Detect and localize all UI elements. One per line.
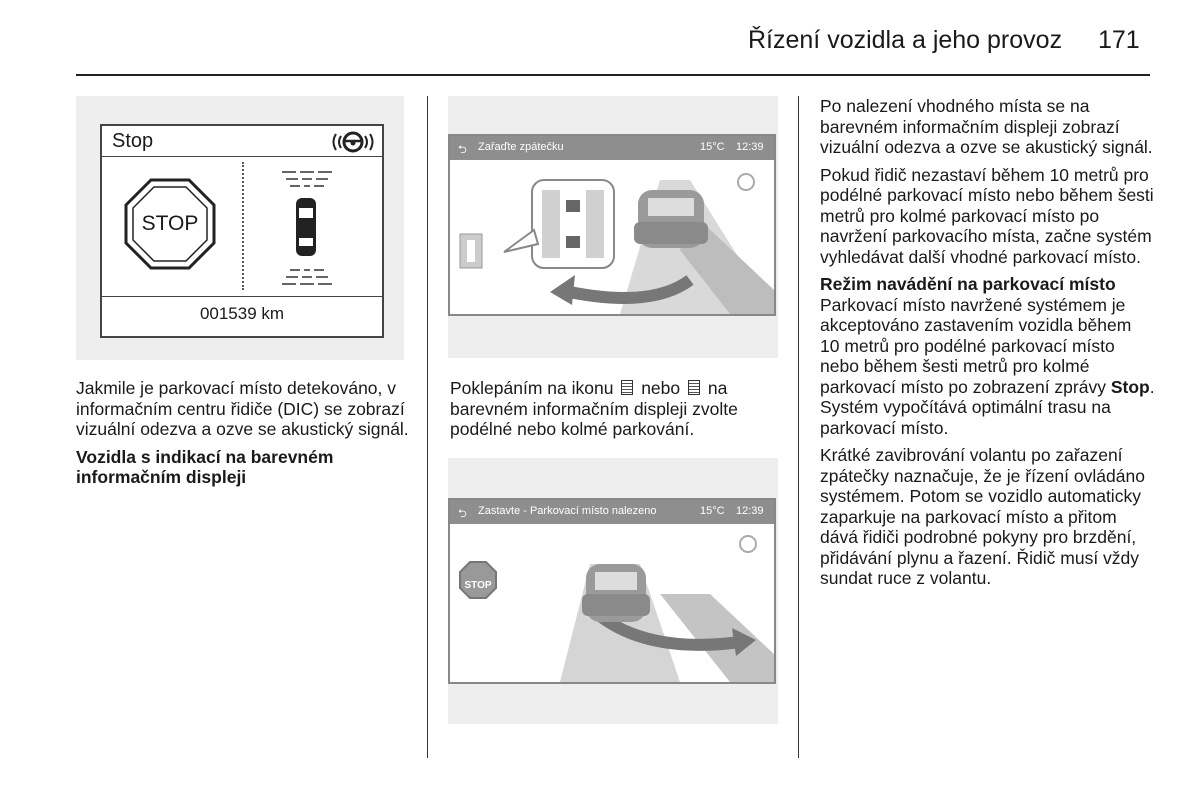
parallel-parking-icon[interactable] [621, 380, 633, 395]
temperature: 15°C [700, 505, 725, 517]
parking-scene-1 [450, 160, 774, 314]
infotainment-screen-2 [448, 498, 776, 684]
car-sensor-icon [274, 166, 338, 292]
dic-display [100, 124, 384, 338]
screen-status-bar [450, 500, 774, 524]
temperature: 15°C [700, 141, 725, 153]
column-1-text [76, 378, 416, 495]
screen-title: Zastavte - Parkovací místo nalezeno [478, 505, 657, 517]
dic-dotted-divider [242, 162, 244, 290]
paragraph: Pokud řidič nezastaví během 10 metrů pro podélné parkovací místo nebo během šesti metrů pro kolmé parkovací místo po navržení parkovacího místa, začne systém vyhledávat další vhodné parkovací místo. [820, 164, 1154, 267]
header-rule [76, 74, 1150, 76]
paragraph: Po nalezení vhodného místa se na barevném informačním displeji zobrazí vizuální odezva a ozve se akustický signál. [820, 96, 1153, 157]
steering-wheel-icon [738, 174, 754, 190]
paragraph [450, 378, 790, 440]
infotainment-screen-1 [448, 134, 776, 316]
clock: 12:39 [736, 505, 764, 517]
back-arrow-icon: ⮌ [458, 508, 467, 520]
column-divider-1 [427, 96, 428, 758]
column-2-text [450, 378, 790, 447]
paragraph: Jakmile je parkovací místo detekováno, v informačním centru řidiče (DIC) se zobrazí vizuální odezva a ozve se akustický signál. [76, 378, 409, 439]
column-3-text [820, 96, 1155, 596]
stop-sign-text: STOP [141, 212, 199, 235]
text-fragment: nebo [641, 378, 681, 398]
section-heading: Režim navádění na parkovací místo [820, 274, 1116, 294]
steering-wheel-icon [330, 130, 376, 154]
dic-stop-label: Stop [112, 130, 154, 152]
back-arrow-icon: ⮌ [458, 144, 467, 156]
text-fragment: Poklepáním na ikonu [450, 378, 614, 398]
screen-status-bar [450, 136, 774, 160]
section-heading: Vozidla s indikací na barevném informačním displeji [76, 446, 334, 487]
text-fragment-bold: Stop [1110, 376, 1150, 397]
screen-title: Zařaďte zpátečku [478, 141, 564, 153]
odometer: 001539 km [199, 304, 285, 323]
paragraph: Krátké zavibrování volantu po zařazení zpátečky naznačuje, že je řízení ovládáno systémem. Potom se vozidlo automaticky zaparkuje na parkovací místo a přitom dává řidiči podrobné pokyny pro brzdění, přidávání plynu a řazení. Řidič musí vždy sundat ruce z volantu. [820, 445, 1145, 588]
dic-top-rule [102, 156, 382, 157]
dic-bottom-rule [102, 296, 382, 297]
column-divider-2 [798, 96, 799, 758]
text-fragment: Parkovací místo navržené systémem je akceptováno zastavením vozidla během 10 metrů pro podélné parkovací místo nebo během šesti metrů pro kolmé parkovací místo po zobrazení zprávy [820, 294, 1132, 397]
parking-scene-2 [450, 524, 774, 682]
text-fragment: . Systém vypočítává optimální trasu na parkovací místo. [820, 376, 1155, 438]
paragraph [820, 295, 1155, 439]
clock: 12:39 [736, 141, 764, 153]
steering-wheel-icon [740, 536, 756, 552]
perpendicular-parking-icon[interactable] [688, 380, 700, 395]
text-fragment: na barevném informačním displeji zvolte podélné nebo kolmé parkování. [450, 378, 738, 439]
stop-sign-text: STOP [464, 580, 492, 591]
page-title: Řízení vozidla a jeho provoz [748, 26, 1063, 54]
page-number: 171 [1098, 26, 1140, 54]
